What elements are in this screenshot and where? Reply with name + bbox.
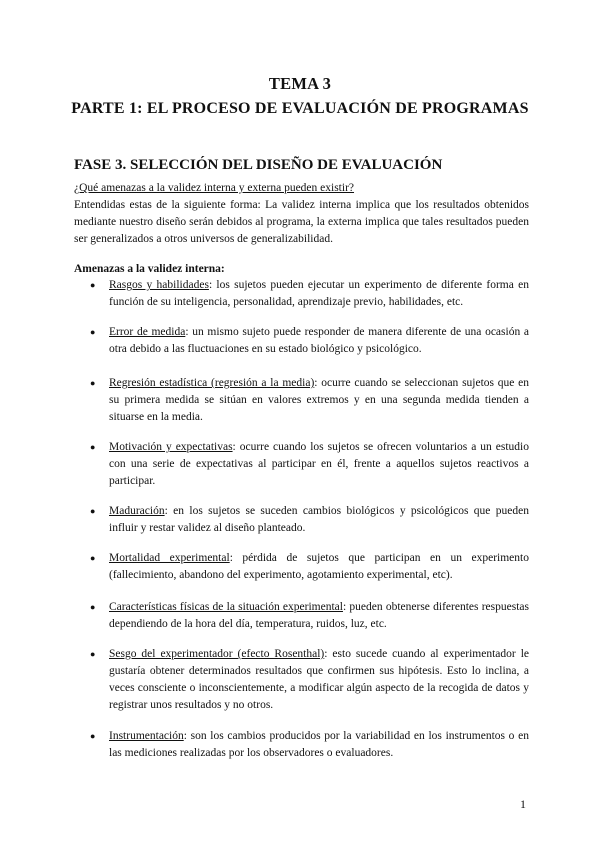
threat-description: : son los cambios producidos por la variabilidad en los instrumentos o en las mediciones realizadas por los observadores o evaluadores. <box>109 730 529 759</box>
threat-term: Rasgos y habilidades <box>109 279 209 291</box>
threat-term: Mortalidad experimental <box>109 552 230 564</box>
list-item <box>74 439 529 490</box>
list-item <box>74 324 529 358</box>
threat-description: : los sujetos pueden ejecutar un experimento de diferente forma en función de su inteligencia, personalidad, aprendizaje previo, habilidades, etc. <box>109 279 529 308</box>
threat-term: Maduración <box>109 505 165 517</box>
bullet-icon: ● <box>90 553 96 563</box>
list-item <box>74 277 529 311</box>
list-item <box>74 503 529 537</box>
list-item <box>74 375 529 426</box>
threat-description: : en los sujetos se suceden cambios biológicos y psicológicos que pueden influir y restar validez al diseño planteado. <box>109 505 529 534</box>
threat-term: Sesgo del experimentador (efecto Rosenthal) <box>109 648 325 660</box>
threats-heading: Amenazas a la validez interna: <box>74 263 225 275</box>
threat-term: Motivación y expectativas <box>109 441 233 453</box>
section-heading: FASE 3. SELECCIÓN DEL DISEÑO DE EVALUACIÓN <box>74 157 443 173</box>
bullet-icon: ● <box>90 327 96 337</box>
threat-description: : ocurre cuando los sujetos se ofrecen voluntarios a un estudio con una serie de expectativas al participar en él, frente a aquellos sujetos reactivos a participar. <box>109 441 529 487</box>
threat-description: : un mismo sujeto puede responder de manera diferente de una ocasión a otra debido a las fluctuaciones en su estado biológico y psicológico. <box>109 326 529 355</box>
tema-title: TEMA 3 <box>268 74 332 93</box>
threat-term: Regresión estadística (regresión a la media) <box>109 377 315 389</box>
bullet-icon: ● <box>90 378 96 388</box>
threat-description: : pérdida de sujetos que participan en un experimento (fallecimiento, abandono del experimento, agotamiento experimental, etc). <box>109 552 529 581</box>
list-item <box>74 646 529 714</box>
threat-description: : pueden obtenerse diferentes respuestas dependiendo de la hora del día, temperatura, ruidos, luz, etc. <box>109 601 529 630</box>
threat-description: : esto sucede cuando al experimentador le gustaría obtener determinados resultados que confirmen sus hipótesis. Esto lo inclina, a veces consciente o inconscientemente, a modificar algún aspecto de la recogida de datos y registrar unos resultados y no otros. <box>109 648 529 711</box>
bullet-icon: ● <box>90 649 96 659</box>
bullet-icon: ● <box>90 506 96 516</box>
section-question: ¿Qué amenazas a la validez interna y externa pueden existir? <box>74 182 355 194</box>
intro-paragraph: Entendidas estas de la siguiente forma: La validez interna implica que los resultados obtenidos mediante nuestro diseño serán debidos al programa, la externa implica que tales resultados pueden ser generalizados a otros universos de generalizabilidad. <box>74 199 529 245</box>
threat-term: Características físicas de la situación experimental <box>109 601 343 613</box>
threat-term: Instrumentación <box>109 730 184 742</box>
list-item <box>74 599 529 633</box>
threat-term: Error de medida <box>109 326 186 338</box>
threat-description: : ocurre cuando se seleccionan sujetos que en su primera medida se sitúan en valores extremos y en una segunda medida tienden a situarse en la media. <box>109 377 529 423</box>
bullet-icon: ● <box>90 602 96 612</box>
parte-title: PARTE 1: EL PROCESO DE EVALUACIÓN DE PROGRAMAS <box>71 100 529 117</box>
list-item <box>74 728 529 762</box>
bullet-icon: ● <box>90 280 96 290</box>
bullet-icon: ● <box>90 442 96 452</box>
list-item <box>74 550 529 584</box>
bullet-icon: ● <box>90 731 96 741</box>
page-number: 1 <box>520 797 526 811</box>
